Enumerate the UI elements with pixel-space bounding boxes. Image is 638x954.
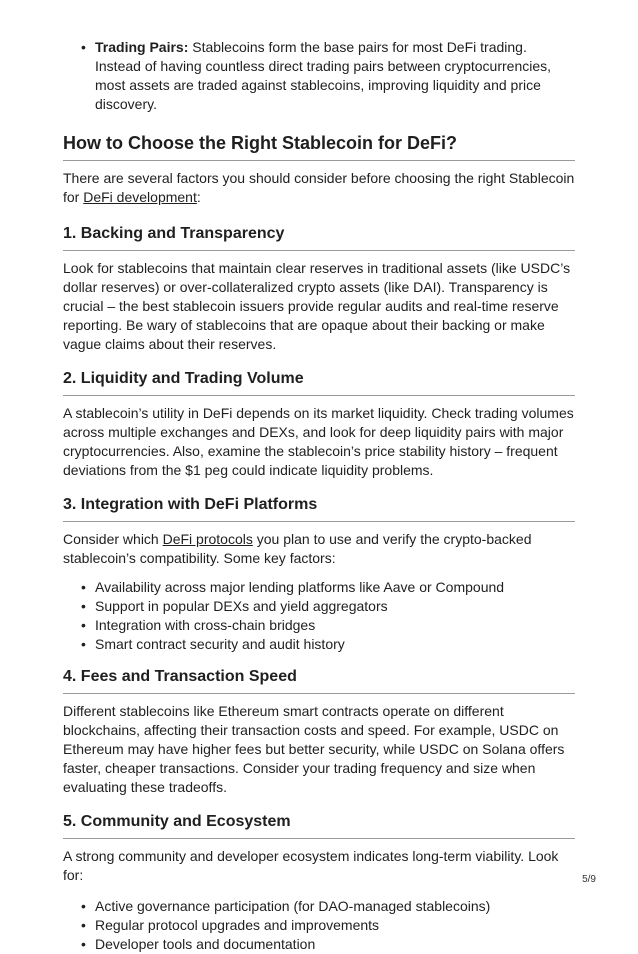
section-paragraph-liquidity: A stablecoin’s utility in DeFi depends on its market liquidity. Check trading volumes across multiple exchanges and DEXs, and look for deep liquidity pairs with major cryptocurrencies. Also, examine the stablecoin’s price stability history – frequent deviations from the $1 peg could indicate liquidity problems.	[63, 405, 574, 478]
document-page	[63, 38, 575, 954]
list-item-text: Stablecoins form the base pairs for most DeFi trading. Instead of having countless direct trading pairs between cryptocurrencies, most assets are traded against stablecoins, improving liquidity and price discovery.	[95, 39, 552, 112]
integration-text-start: Consider which	[63, 531, 163, 547]
defi-protocols-link[interactable]: DeFi protocols	[162, 531, 253, 547]
defi-development-link[interactable]: DeFi development	[83, 189, 197, 205]
list-item: • Integration with cross-chain bridges	[63, 616, 575, 635]
list-item: • Smart contract security and audit history	[63, 635, 575, 654]
community-factors-list	[63, 897, 575, 954]
section-heading-fees: 4. Fees and Transaction Speed	[63, 667, 575, 694]
section-paragraph-backing: Look for stablecoins that maintain clear reserves in traditional assets (like USDC’s dollar reserves) or over-collateralized crypto assets (like DAI). Transparency is crucial – the best stablecoin issuers provide regular audits and real-time reserve reporting. Be wary of stablecoins that are opaque about their backing or make vague claims about their reserves.	[63, 260, 571, 352]
section-paragraph-fees: Different stablecoins like Ethereum smart contracts operate on different blockchains, affecting their transaction costs and speed. For example, USDC on Ethereum may have higher fees but better security, while USDC on Solana offers faster, cheaper transactions. Consider your trading frequency and size when evaluating these tradeoffs.	[63, 703, 565, 795]
intro-paragraph	[63, 169, 575, 207]
list-item	[63, 38, 575, 114]
list-item: • Availability across major lending platforms like Aave or Compound	[63, 578, 575, 597]
intro-colon: :	[196, 189, 201, 205]
integration-factors-list	[63, 578, 575, 654]
list-item: • Developer tools and documentation	[63, 935, 575, 954]
section-heading-backing: 1. Backing and Transparency	[63, 224, 575, 251]
section-paragraph-community: A strong community and developer ecosystem indicates long-term viability. Look for:	[63, 848, 559, 883]
section-heading-liquidity: 2. Liquidity and Trading Volume	[63, 369, 575, 396]
intro-text: There are several factors you should consider before choosing the right Stablecoin for	[63, 170, 575, 205]
trading-pairs-list	[63, 38, 575, 114]
integration-text-end: you plan to use and verify the crypto-backed stablecoin’s compatibility. Some key factors:	[63, 531, 532, 566]
section-paragraph-integration	[63, 530, 575, 568]
page-number: 5/9	[582, 874, 596, 885]
section-heading-community: 5. Community and Ecosystem	[63, 812, 575, 839]
list-item: • Regular protocol upgrades and improvements	[63, 916, 575, 935]
list-item: • Support in popular DEXs and yield aggregators	[63, 597, 575, 616]
section-heading-integration: 3. Integration with DeFi Platforms	[63, 495, 575, 522]
list-item-label: Trading Pairs:	[95, 39, 189, 55]
main-heading: How to Choose the Right Stablecoin for DeFi?	[63, 132, 575, 161]
list-item: • Active governance participation (for DAO-managed stablecoins)	[63, 897, 575, 916]
